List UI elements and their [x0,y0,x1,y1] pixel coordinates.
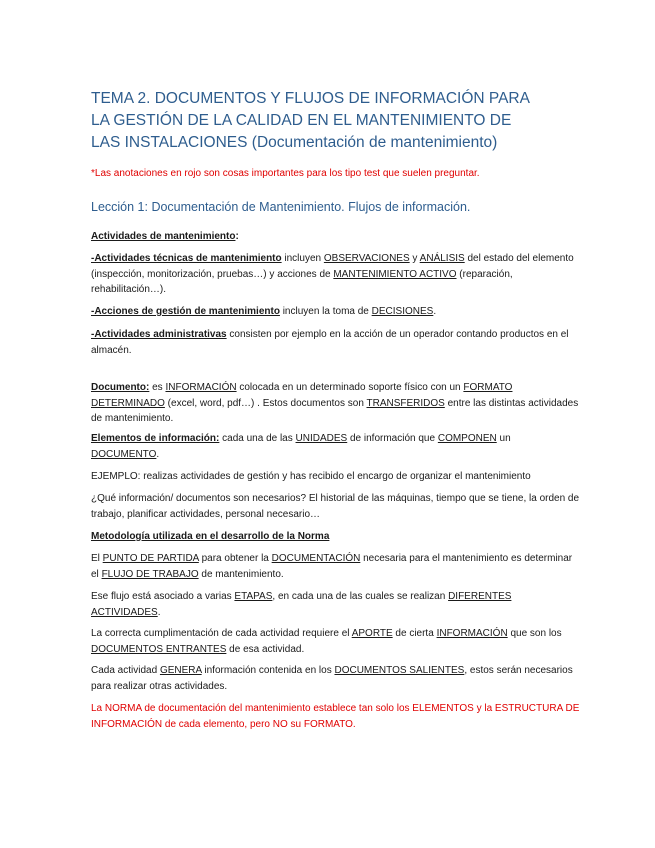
text: de esa actividad. [226,643,305,655]
text: , estos serán necesarios para realizar otras actividades. [91,665,573,692]
paragraph-norm-red-note: La NORMA de documentación del mantenimiento establece tan solo los ELEMENTOS y la ESTRUCTURA DE INFORMACIÓN de cada elemento, pero NO su FORMATO. [91,703,580,730]
term: ETAPAS [234,591,273,602]
term: -Actividades administrativas [91,329,227,340]
document-title: TEMA 2. DOCUMENTOS Y FLUJOS DE INFORMACIÓN PARA LA GESTIÓN DE LA CALIDAD EN EL MANTENIMIENTO DE LAS INSTALACIONES (Documentación de mantenimiento) [91,90,530,151]
term: GENERA [159,665,202,676]
methodology-heading [91,529,581,545]
term: OBSERVACIONES [323,253,410,264]
lesson-heading: Lección 1: Documentación de Mantenimiento. Flujos de información. [91,200,471,214]
term: INFORMACIÓN [436,628,508,639]
text: incluyen la toma de [279,306,372,317]
paragraph-stages [91,589,581,620]
paragraph-technical-activities [91,251,581,298]
text: del estado del elemento (inspección, monitorización, pruebas…) y acciones de [91,253,574,280]
term: FLUJO DE TRABAJO [101,568,199,580]
term: -Actividades técnicas de mantenimiento [91,253,282,264]
text: El [91,553,103,564]
paragraph-administrative-activities [91,327,581,358]
text: . [433,306,437,317]
term: Documento: [91,382,150,393]
text: información contenida en los [201,665,335,676]
activities-heading-text: Actividades de mantenimiento [91,231,236,242]
text: consisten por ejemplo en la acción de un operador contando productos en el almacén. [91,329,569,356]
text: (reparación, rehabilitación…). [91,268,513,295]
text: necesaria para el mantenimiento es determinar el [91,553,573,580]
methodology-heading-text: Metodología utilizada en el desarrollo de la Norma [91,531,330,542]
text: que son los [507,628,562,639]
term: UNIDADES [295,433,348,444]
term: TRANSFERIDOS [366,397,445,409]
text: Ese flujo está asociado a varias [91,591,235,602]
paragraph-document-definition [91,380,581,427]
term: DOCUMENTO [91,448,157,460]
text: de mantenimiento. [198,568,284,580]
term: MANTENIMIENTO ACTIVO [333,268,457,280]
activities-heading [91,229,581,245]
term: DOCUMENTACIÓN [271,553,361,564]
paragraph-information-elements [91,431,581,462]
text: de información que [347,433,438,444]
term: FORMATO DETERMINADO [91,382,513,409]
text: de cierta [392,628,437,639]
paragraph-outgoing-documents [91,663,581,694]
text: Cada actividad [91,665,160,676]
term: DECISIONES [371,306,434,317]
red-note: *Las anotaciones en rojo son cosas importantes para los tipo test que suelen preguntar. [91,168,480,179]
text: y [409,253,420,264]
paragraph-starting-point [91,551,581,582]
activities-heading-colon: : [235,231,239,242]
text: cada una de las [219,433,296,444]
paragraph-management-actions [91,304,581,320]
text: es [149,382,166,393]
term: DIFERENTES ACTIVIDADES [91,591,512,618]
text: . [157,606,161,618]
text: para obtener la [198,553,272,564]
term: DOCUMENTOS SALIENTES [334,665,465,676]
term: INFORMACIÓN [165,382,237,393]
text: entre las distintas actividades de mantenimiento. [91,397,579,424]
text: La correcta cumplimentación de cada actividad requiere el [91,628,352,639]
text: . [156,448,160,460]
term: COMPONEN [437,433,497,444]
term: APORTE [351,628,393,639]
text: (excel, word, pdf…) . Estos documentos son [164,397,367,409]
term: PUNTO DE PARTIDA [102,553,199,564]
paragraph-question: ¿Qué información/ documentos son necesarios? El historial de las máquinas, tiempo que se tiene, la orden de trabajo, planificar actividades, personal necesario… [91,493,580,520]
paragraph-example: EJEMPLO: realizas actividades de gestión y has recibido el encargo de organizar el mantenimiento [91,471,531,482]
text: incluyen [281,253,324,264]
term: ANÁLISIS [419,253,465,264]
paragraph-incoming-documents [91,626,581,657]
term: Elementos de información: [91,433,220,444]
text: , en cada una de las cuales se realizan [272,591,449,602]
text: colocada en un determinado soporte físico con un [236,382,464,393]
term: DOCUMENTOS ENTRANTES [91,643,227,655]
text: un [496,433,511,444]
term: -Acciones de gestión de mantenimiento [91,306,280,317]
